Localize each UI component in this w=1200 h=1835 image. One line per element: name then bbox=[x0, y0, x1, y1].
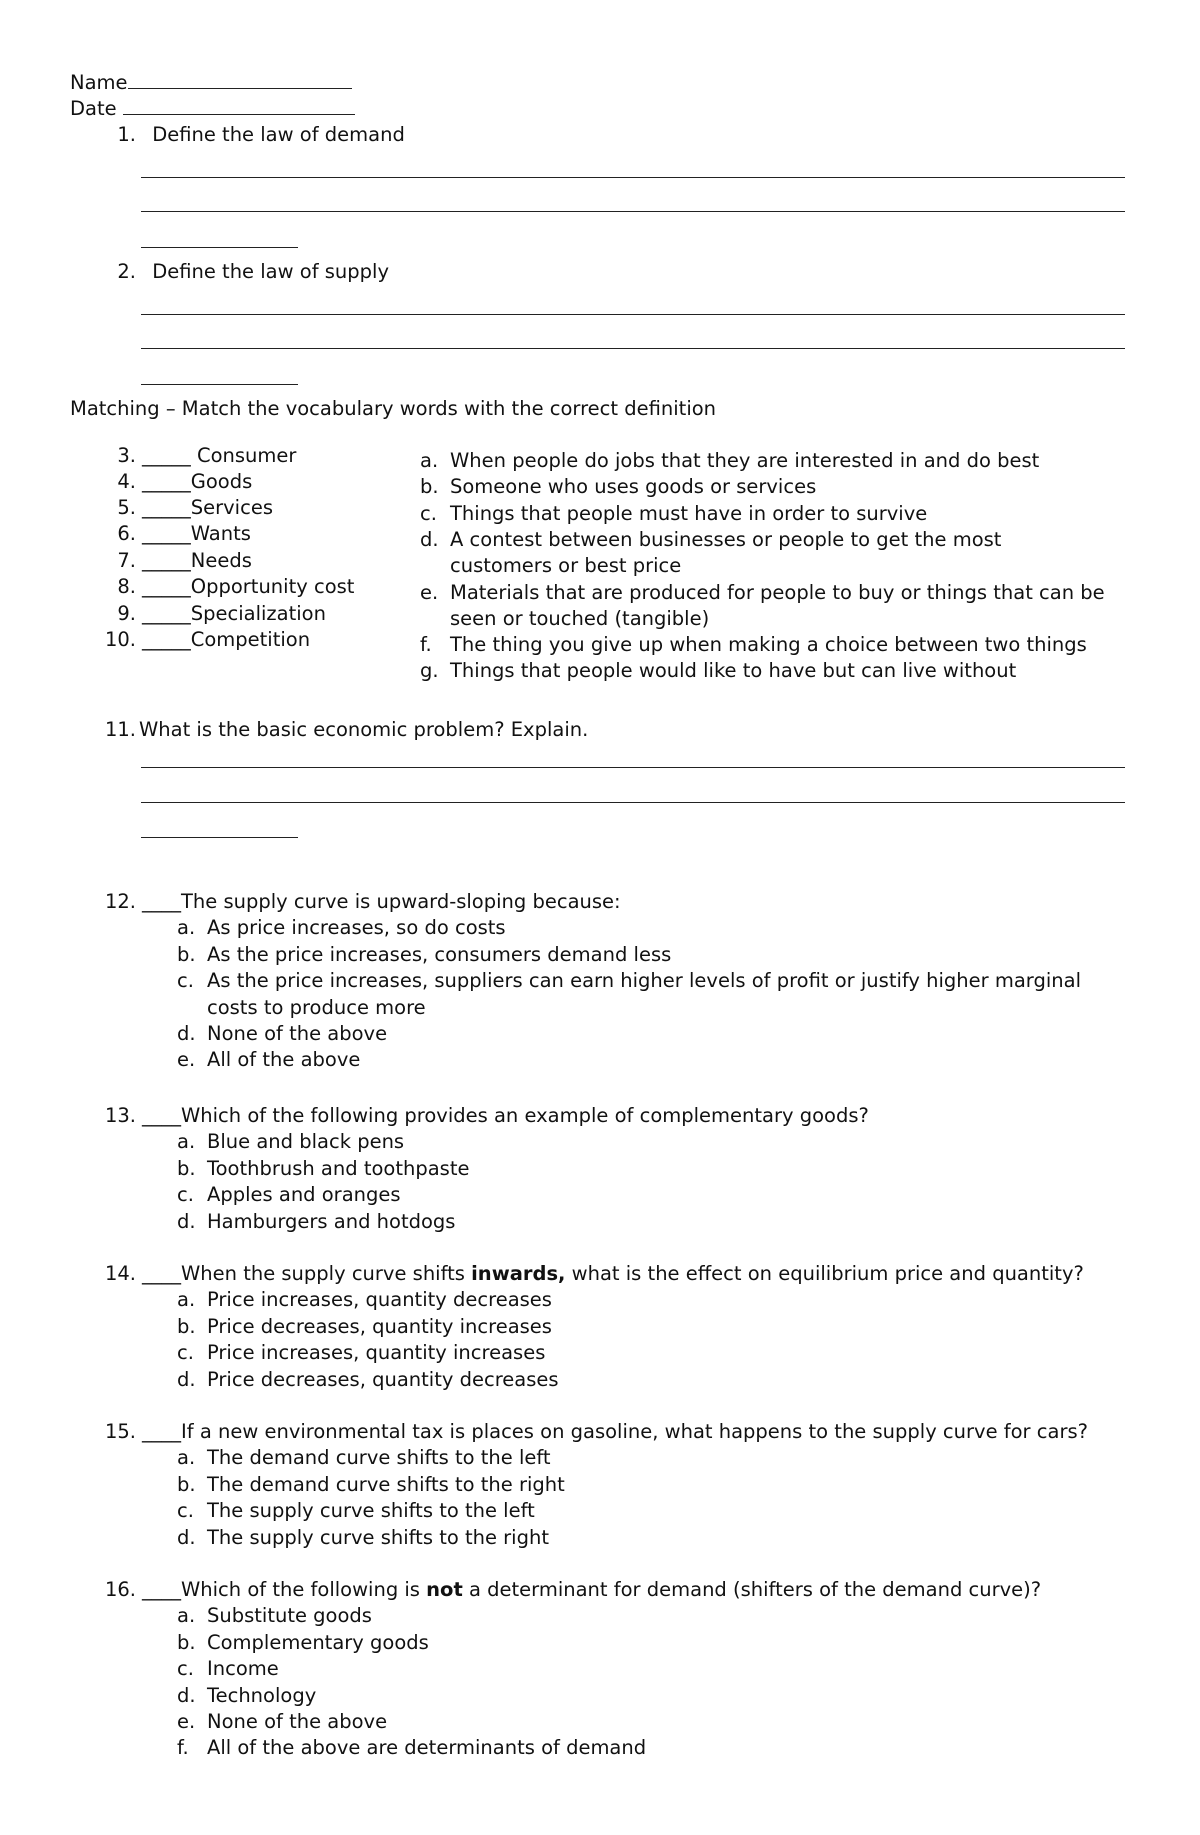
option-letter: a. bbox=[177, 1130, 196, 1154]
term-number: 10. bbox=[104, 628, 136, 651]
answer-option[interactable] bbox=[177, 1209, 455, 1235]
definition-letter: f. bbox=[420, 633, 432, 657]
term-word: Opportunity cost bbox=[190, 575, 355, 598]
option-text: Technology bbox=[207, 1683, 317, 1707]
option-letter: c. bbox=[177, 969, 194, 993]
option-letter: b. bbox=[177, 1314, 196, 1338]
term-word: Needs bbox=[190, 549, 252, 572]
option-letter: c. bbox=[177, 1183, 194, 1207]
question-15 bbox=[100, 1419, 1088, 1445]
answer-line[interactable] bbox=[141, 314, 1125, 315]
definition-text-continued: seen or touched (tangible) bbox=[450, 606, 710, 630]
option-letter: e. bbox=[177, 1048, 196, 1072]
matching-definition bbox=[420, 474, 816, 500]
answer-option[interactable] bbox=[177, 1656, 279, 1682]
question-12 bbox=[100, 889, 621, 915]
question-number: 11. bbox=[104, 718, 136, 741]
term-word: Services bbox=[190, 496, 273, 519]
question-14 bbox=[100, 1261, 1084, 1287]
answer-option[interactable] bbox=[177, 968, 1081, 994]
answer-blank[interactable]: _____ bbox=[142, 549, 191, 572]
question-text: What is the basic economic problem? Explain. bbox=[139, 718, 589, 741]
option-text: All of the above are determinants of demand bbox=[207, 1736, 647, 1760]
question-number: 1. bbox=[117, 123, 136, 146]
question-text-end: what is the effect on equilibrium price and quantity? bbox=[565, 1262, 1084, 1285]
option-text: Hamburgers and hotdogs bbox=[207, 1209, 456, 1233]
matching-term bbox=[100, 627, 310, 653]
definition-letter: d. bbox=[420, 527, 439, 551]
matching-term bbox=[100, 574, 354, 600]
term-number: 7. bbox=[117, 549, 136, 572]
option-letter: c. bbox=[177, 1499, 194, 1523]
definition-letter: g. bbox=[420, 659, 439, 683]
definition-letter: c. bbox=[420, 501, 437, 525]
answer-option[interactable] bbox=[177, 1472, 565, 1498]
option-letter: a. bbox=[177, 1604, 196, 1628]
option-letter: b. bbox=[177, 942, 196, 966]
term-word: Specialization bbox=[190, 602, 326, 625]
definition-text: Things that people must have in order to survive bbox=[450, 501, 928, 525]
option-text: As the price increases, suppliers can earn higher levels of profit or justify higher marginal bbox=[207, 969, 1082, 993]
question-1 bbox=[100, 122, 405, 148]
matching-definition bbox=[420, 527, 1001, 553]
option-letter: e. bbox=[177, 1710, 196, 1733]
option-text: As price increases, so do costs bbox=[207, 916, 506, 940]
answer-line[interactable] bbox=[141, 211, 1125, 212]
answer-line[interactable] bbox=[141, 767, 1125, 768]
option-text: Income bbox=[207, 1657, 279, 1681]
definition-text-continued: customers or best price bbox=[450, 554, 682, 578]
definition-text: Someone who uses goods or services bbox=[450, 475, 817, 499]
option-letter: f. bbox=[177, 1736, 189, 1760]
answer-line[interactable] bbox=[141, 177, 1125, 178]
answer-blank[interactable]: ____ bbox=[142, 1420, 181, 1443]
term-word: Wants bbox=[190, 522, 251, 545]
answer-option[interactable] bbox=[177, 1709, 387, 1735]
option-text: Toothbrush and toothpaste bbox=[207, 1156, 470, 1180]
option-letter: a. bbox=[177, 916, 196, 940]
definition-text: When people do jobs that they are interested in and do best bbox=[450, 449, 1040, 472]
date-blank[interactable] bbox=[123, 96, 355, 115]
matching-term bbox=[100, 443, 296, 469]
matching-definition bbox=[420, 448, 1039, 474]
question-number: 14. bbox=[104, 1262, 136, 1285]
question-number: 16. bbox=[104, 1578, 136, 1601]
matching-definition bbox=[420, 501, 927, 527]
definition-letter: a. bbox=[420, 449, 439, 472]
answer-option[interactable] bbox=[177, 1021, 387, 1047]
matching-definition bbox=[420, 658, 1016, 684]
question-13 bbox=[100, 1103, 869, 1129]
answer-line[interactable] bbox=[141, 247, 298, 248]
answer-option[interactable] bbox=[177, 1735, 646, 1761]
matching-definition bbox=[420, 632, 1087, 658]
option-letter: d. bbox=[177, 1022, 196, 1045]
answer-line[interactable] bbox=[141, 802, 1125, 803]
matching-term bbox=[100, 521, 251, 547]
answer-blank[interactable]: _____ bbox=[142, 522, 191, 545]
answer-option[interactable] bbox=[177, 1525, 549, 1551]
name-field bbox=[70, 70, 352, 96]
answer-option[interactable] bbox=[177, 1047, 360, 1073]
name-blank[interactable] bbox=[128, 70, 352, 89]
question-number: 13. bbox=[104, 1104, 136, 1127]
option-letter: d. bbox=[177, 1209, 196, 1233]
answer-blank[interactable]: _____ bbox=[142, 496, 191, 519]
term-number: 8. bbox=[117, 575, 136, 598]
answer-blank[interactable]: _____ bbox=[142, 470, 191, 493]
question-text: When the supply curve shifts bbox=[181, 1262, 472, 1285]
question-text: Which of the following provides an example of complementary goods? bbox=[181, 1104, 869, 1127]
option-text: Substitute goods bbox=[207, 1604, 372, 1628]
question-number: 12. bbox=[104, 890, 136, 913]
answer-blank[interactable]: _____ bbox=[142, 575, 191, 598]
term-number: 5. bbox=[117, 496, 136, 519]
answer-option[interactable] bbox=[177, 1129, 404, 1155]
answer-option[interactable] bbox=[177, 1287, 552, 1313]
option-letter: a. bbox=[177, 1446, 196, 1470]
term-number: 6. bbox=[117, 522, 136, 545]
date-label: Date bbox=[70, 97, 117, 120]
term-word: Consumer bbox=[190, 444, 297, 467]
term-number: 9. bbox=[117, 602, 136, 625]
option-text: All of the above bbox=[207, 1048, 361, 1072]
answer-blank[interactable]: ____ bbox=[142, 1578, 181, 1601]
option-text: Price decreases, quantity increases bbox=[207, 1314, 552, 1338]
answer-blank[interactable]: ____ bbox=[142, 890, 181, 913]
question-emphasis: inwards, bbox=[471, 1262, 566, 1285]
term-number: 3. bbox=[117, 444, 136, 467]
option-letter: b. bbox=[177, 1156, 196, 1180]
answer-option[interactable] bbox=[177, 1498, 535, 1524]
matching-term bbox=[100, 548, 252, 574]
date-field bbox=[70, 96, 355, 122]
question-emphasis: not bbox=[426, 1578, 463, 1601]
option-letter: b. bbox=[177, 1472, 196, 1496]
question-11 bbox=[100, 717, 588, 743]
answer-option[interactable] bbox=[177, 1367, 559, 1393]
answer-option[interactable] bbox=[177, 1314, 552, 1340]
question-text: The supply curve is upward-sloping because: bbox=[181, 890, 621, 913]
definition-letter: b. bbox=[420, 475, 439, 499]
answer-line[interactable] bbox=[141, 348, 1125, 349]
term-word: Competition bbox=[190, 628, 311, 651]
question-16 bbox=[100, 1577, 1041, 1603]
answer-blank[interactable]: _____ bbox=[142, 628, 191, 651]
definition-text: The thing you give up when making a choice between two things bbox=[450, 633, 1087, 657]
answer-blank[interactable]: ____ bbox=[142, 1104, 181, 1127]
definition-text: A contest between businesses or people to get the most bbox=[450, 527, 1002, 551]
option-text: Apples and oranges bbox=[207, 1183, 401, 1207]
answer-option[interactable] bbox=[177, 1445, 551, 1471]
answer-blank[interactable]: _____ bbox=[142, 602, 191, 625]
question-text: Which of the following is bbox=[181, 1578, 427, 1601]
option-text: The demand curve shifts to the left bbox=[207, 1446, 551, 1470]
option-text: Complementary goods bbox=[207, 1630, 429, 1654]
definition-text: Things that people would like to have but can live without bbox=[450, 659, 1017, 683]
option-letter: c. bbox=[177, 1657, 194, 1681]
name-label: Name bbox=[70, 71, 128, 94]
option-letter: d. bbox=[177, 1683, 196, 1707]
option-text-continued: costs to produce more bbox=[207, 995, 426, 1019]
option-text: Price increases, quantity increases bbox=[207, 1341, 546, 1365]
matching-term bbox=[100, 469, 252, 495]
answer-blank[interactable]: _____ bbox=[142, 444, 191, 467]
option-letter: a. bbox=[177, 1288, 196, 1312]
definition-text: Materials that are produced for people to buy or things that can be bbox=[450, 580, 1105, 604]
matching-definitions bbox=[410, 444, 1130, 694]
option-letter: b. bbox=[177, 1630, 196, 1654]
option-text: None of the above bbox=[207, 1022, 388, 1045]
term-number: 4. bbox=[117, 470, 136, 493]
question-text-end: a determinant for demand (shifters of the demand curve)? bbox=[462, 1578, 1042, 1601]
term-word: Goods bbox=[190, 470, 253, 493]
answer-option[interactable] bbox=[177, 1603, 372, 1629]
question-text: Define the law of demand bbox=[152, 123, 405, 146]
matching-instruction: Matching – Match the vocabulary words with the correct definition bbox=[70, 397, 717, 420]
option-letter: d. bbox=[177, 1525, 196, 1549]
option-letter: d. bbox=[177, 1367, 196, 1391]
answer-option[interactable] bbox=[177, 942, 671, 968]
answer-option[interactable] bbox=[177, 1156, 469, 1182]
question-number: 15. bbox=[104, 1420, 136, 1443]
matching-definition bbox=[420, 580, 1105, 606]
option-text: The supply curve shifts to the left bbox=[207, 1499, 535, 1523]
question-text: Define the law of supply bbox=[152, 260, 389, 283]
answer-line[interactable] bbox=[141, 384, 298, 385]
answer-option[interactable] bbox=[177, 915, 506, 941]
definition-letter: e. bbox=[420, 580, 439, 604]
matching-term bbox=[100, 495, 273, 521]
answer-blank[interactable]: ____ bbox=[142, 1262, 181, 1285]
option-text: The supply curve shifts to the right bbox=[207, 1525, 549, 1549]
matching-term bbox=[100, 601, 326, 627]
option-text: The demand curve shifts to the right bbox=[207, 1472, 565, 1496]
answer-option[interactable] bbox=[177, 1340, 545, 1366]
option-text: Price decreases, quantity decreases bbox=[207, 1367, 559, 1391]
option-letter: c. bbox=[177, 1341, 194, 1365]
option-text: Price increases, quantity decreases bbox=[207, 1288, 552, 1312]
question-number: 2. bbox=[117, 260, 136, 283]
option-text: Blue and black pens bbox=[207, 1130, 405, 1154]
option-text: None of the above bbox=[207, 1710, 388, 1733]
answer-option[interactable] bbox=[177, 1683, 316, 1709]
question-text: If a new environmental tax is places on gasoline, what happens to the supply curve for cars? bbox=[181, 1420, 1088, 1443]
answer-line[interactable] bbox=[141, 837, 298, 838]
option-text: As the price increases, consumers demand less bbox=[207, 942, 672, 966]
question-2 bbox=[100, 259, 389, 285]
answer-option[interactable] bbox=[177, 1630, 429, 1656]
answer-option[interactable] bbox=[177, 1182, 401, 1208]
